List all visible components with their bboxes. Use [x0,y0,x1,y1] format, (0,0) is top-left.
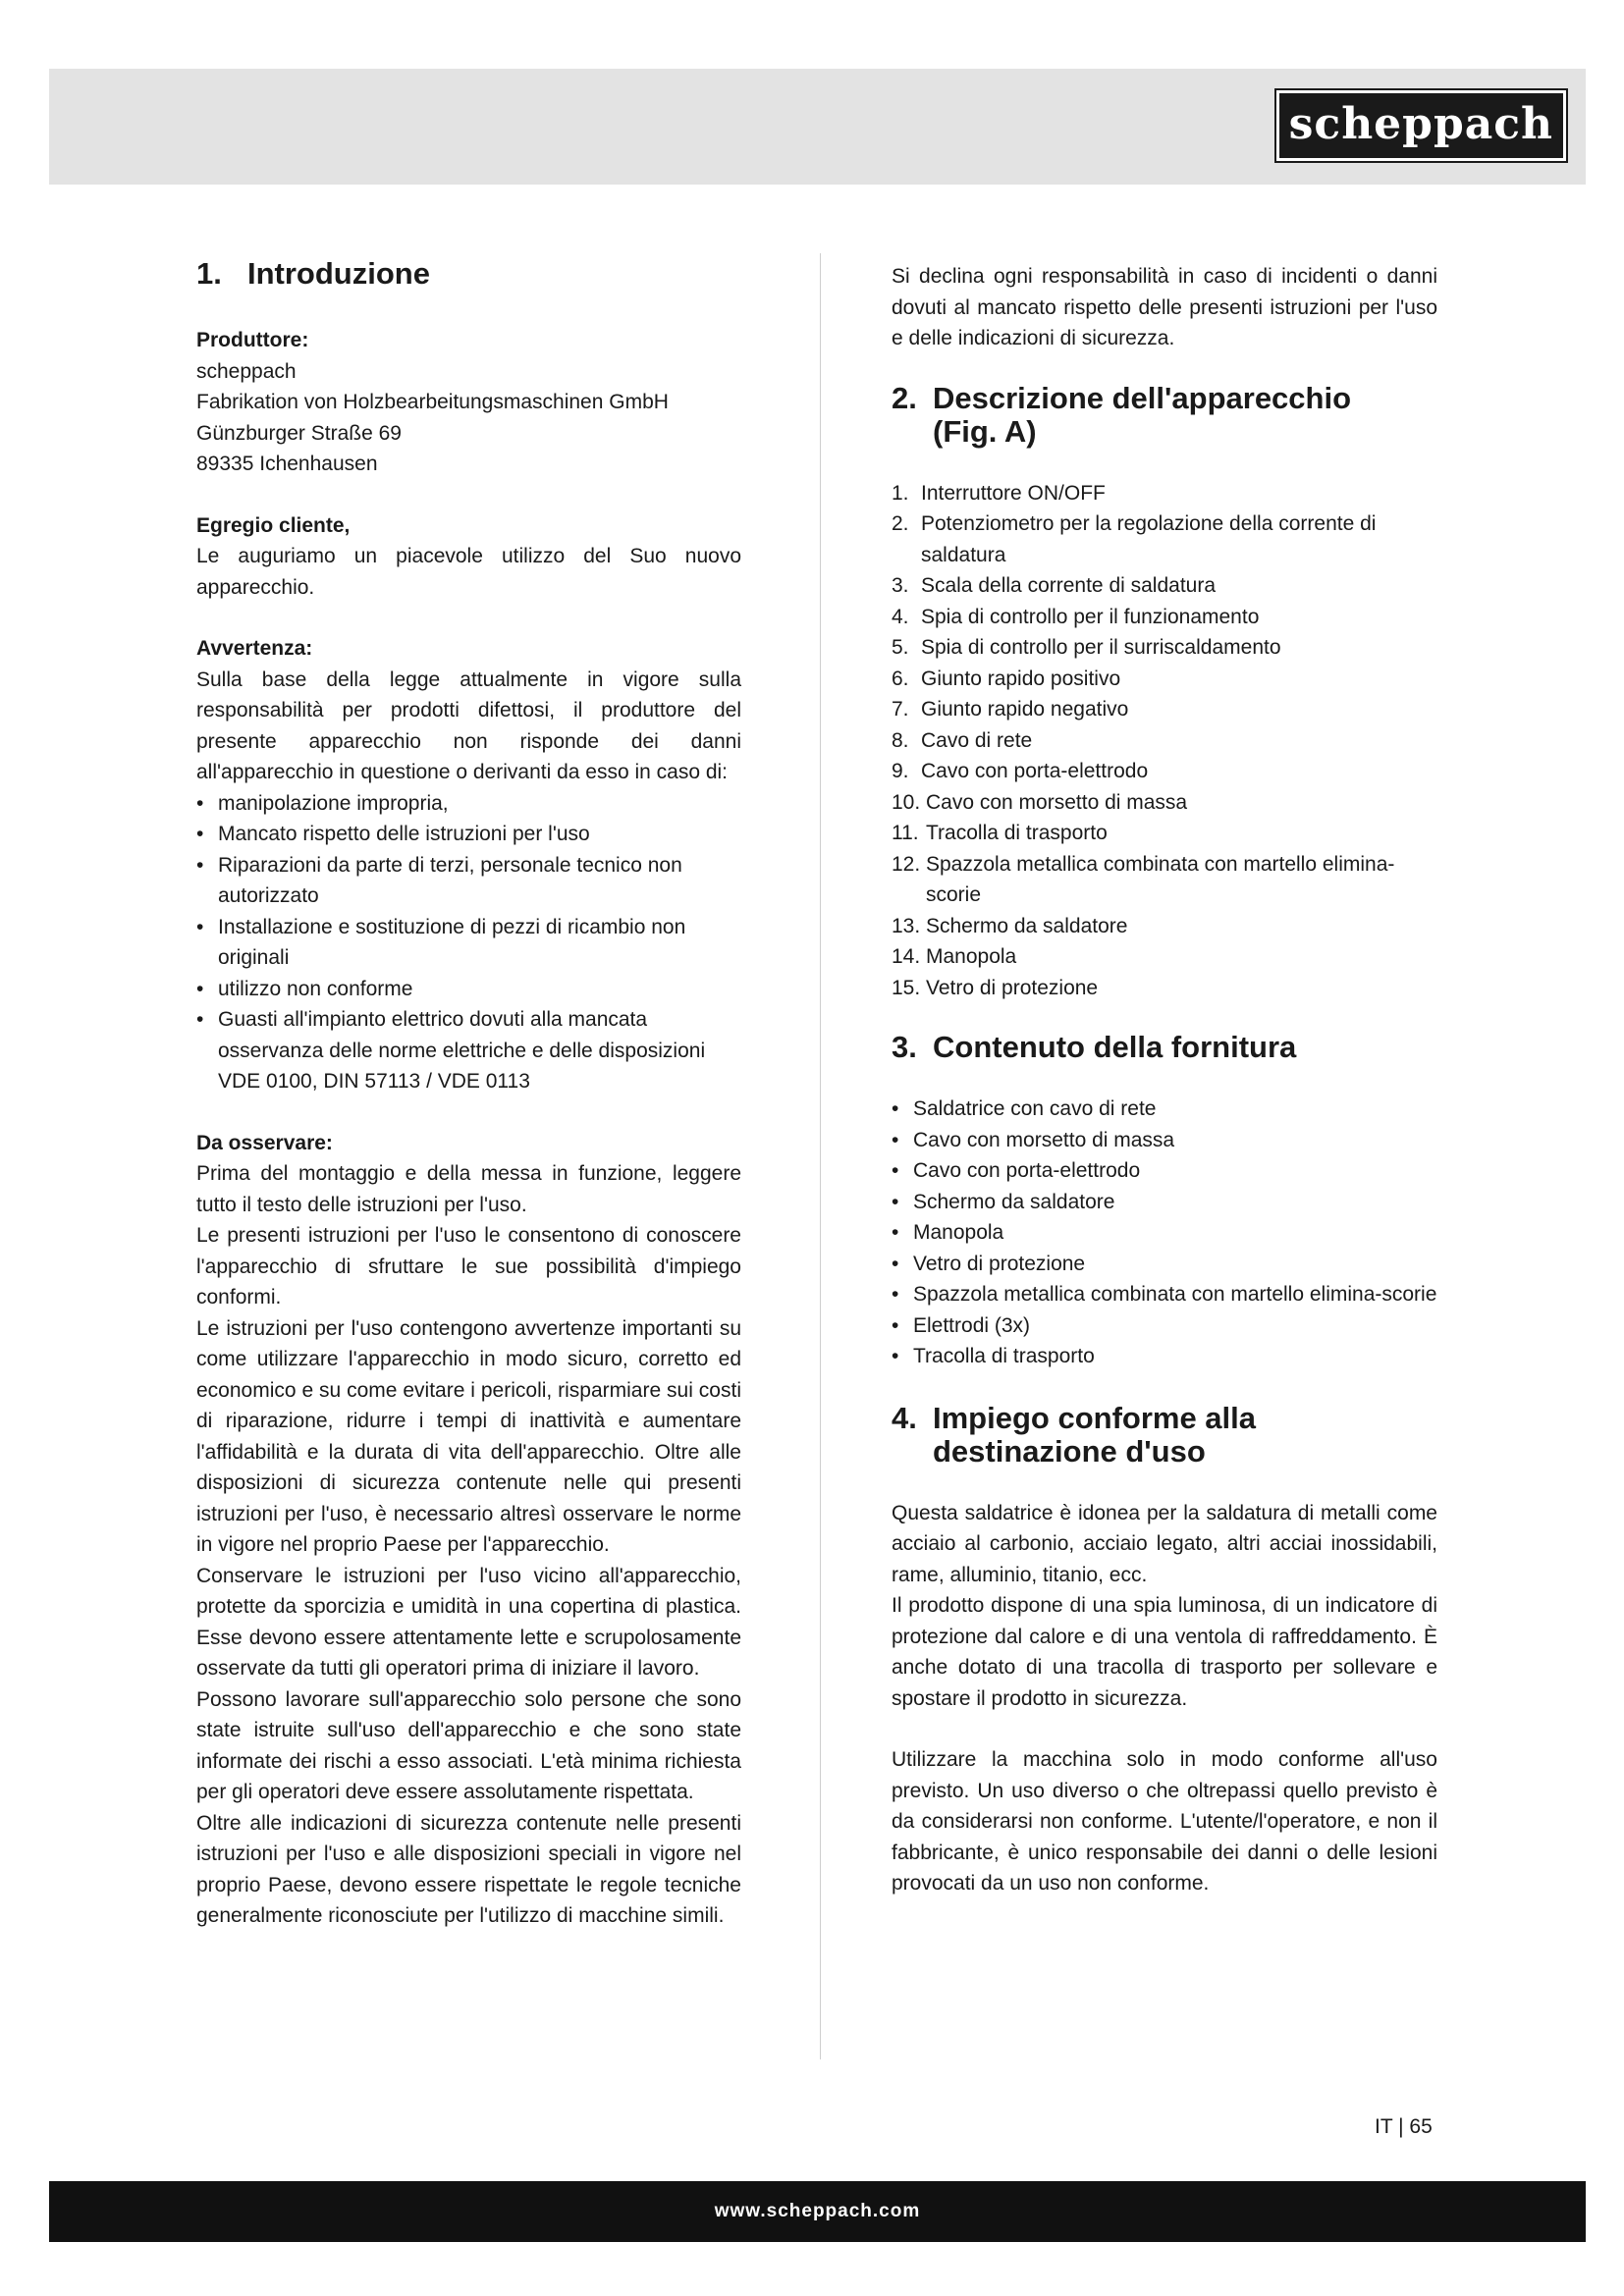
section-title-line: Impiego conforme alla [933,1400,1257,1435]
list-item: • Elettrodi (3x) [892,1310,1437,1342]
list-item [892,818,1437,849]
list-item: • Cavo con porta-elettrodo [892,1155,1437,1187]
list-item [892,787,1437,819]
item-text: Spia di controllo per il funzionamento [921,605,1260,628]
item-number: 12. [892,852,921,876]
item-text: Interruttore ON/OFF [921,481,1106,505]
right-column [892,261,1437,1899]
list-item [892,756,1437,787]
warning-heading: Avvertenza: [196,637,313,660]
list-item [892,941,1437,973]
observe-paragraph: Conservare le istruzioni per l'uso vicino all'apparecchio, protette da sporcizia e umidità in una copertina di plastica. Esse devono essere attentamente lette e scrupolosamente osservate da tutti gli operatori prima di iniziare il lavoro. [196,1564,741,1680]
customer-text: Le auguriamo un piacevole utilizzo del Suo nuovo apparecchio. [196,545,741,599]
list-item: • Guasti all'impianto elettrico dovuti alla mancata osservanza delle norme elettriche e delle disposizioni VDE 0100, DIN 57113 / VDE 0113 [196,1004,741,1097]
item-number: 14. [892,945,921,968]
item-number: 2. [892,512,909,535]
section-title-line: destinazione d'uso [933,1433,1206,1468]
observe-paragraph: Le istruzioni per l'uso contengono avvertenze importanti su come utilizzare l'apparecchio in modo sicuro, corretto ed economico e su come evitare i pericoli, risparmiare sui costi di riparazione, ridurre i tempi di inattività e aumentare l'affidabilità e la durata di vita dell'apparecchio. Oltre alle disposizioni di sicurezza contenute nelle qui presenti istruzioni per l'uso, è necessario altresì osservare le norme in vigore nel proprio Paese per l'apparecchio. [196,1316,741,1556]
list-item [892,570,1437,602]
item-number: 5. [892,636,909,659]
section-3-heading [892,1031,1437,1064]
item-text: Potenziometro per la regolazione della corrente di saldatura [921,512,1377,566]
item-number: 6. [892,667,909,690]
section-number: 4. [892,1400,917,1435]
observe-paragraph: Oltre alle indicazioni di sicurezza contenute nelle presenti istruzioni per l'uso e alle disposizioni speciali in vigore nel proprio Paese, devono essere rispettate le regole tecniche generalmente riconosciute per l'utilizzo di macchine simili. [196,1811,741,1927]
delivery-list [892,1094,1437,1372]
section-title: Introduzione [247,256,430,291]
list-item [892,694,1437,725]
list-item [892,508,1437,570]
list-item: • Saldatrice con cavo di rete [892,1094,1437,1125]
manufacturer-line: 89335 Ichenhausen [196,453,378,475]
section-title-line: Descrizione dell'apparecchio [933,380,1352,415]
item-number: 10. [892,790,921,814]
section-number: 1. [196,256,222,291]
list-item [892,911,1437,942]
item-number: 9. [892,760,909,782]
footer-band [49,2181,1586,2242]
list-item [892,973,1437,1004]
item-text: Cavo di rete [921,728,1033,752]
item-number: 3. [892,574,909,597]
list-item: • Riparazioni da parte di terzi, personale tecnico non autorizzato [196,850,741,912]
list-item [892,478,1437,509]
list-item: • Cavo con morsetto di massa [892,1125,1437,1156]
section-title-line: (Fig. A) [933,413,1037,449]
usage-paragraph: Il prodotto dispone di una spia luminosa, di un indicatore di protezione dal calore e di una ventola di raffreddamento. È anche dotato di una tracolla di trasporto per sollevare e spostare il prodotto in sicurezza. [892,1594,1437,1710]
list-item: • manipolazione impropria, [196,788,741,820]
section-title: Contenuto della fornitura [933,1030,1297,1064]
item-text: Scala della corrente di saldatura [921,574,1217,597]
disclaimer-text: Si declina ogni responsabilità in caso di incidenti o danni dovuti al mancato rispetto delle presenti istruzioni per l'uso e delle indicazioni di sicurezza. [892,265,1437,349]
item-text: Manopola [926,945,1017,968]
column-divider [820,253,821,2059]
observe-paragraph: Possono lavorare sull'apparecchio solo persone che sono state istruite sull'uso dell'apparecchio e che sono state informate dei rischi a esso associati. L'età minima richiesta per gli operatori deve essere assolutamente rispettata. [196,1687,741,1803]
item-text: Cavo con morsetto di massa [926,790,1188,814]
item-number: 7. [892,698,909,721]
left-column [196,257,741,1932]
list-item [892,602,1437,633]
header-band [49,69,1586,185]
list-item [892,632,1437,664]
component-list [892,478,1437,1004]
warning-text: Sulla base della legge attualmente in vigore sulla responsabilità per prodotti difettosi, il produttore del presente apparecchio non risponde dei danni all'apparecchio in questione o derivanti da esso in caso di: [196,667,741,783]
item-text: Cavo con porta-elettrodo [921,760,1149,782]
list-item [892,664,1437,695]
section-2-heading [892,382,1437,449]
item-text: Schermo da saldatore [926,914,1128,937]
item-number: 15. [892,976,921,999]
usage-paragraph: Questa saldatrice è idonea per la saldatura di metalli come acciaio al carbonio, acciaio legato, altri acciai inossidabili, rame, alluminio, titanio, ecc. [892,1501,1437,1586]
manufacturer-line: Günzburger Straße 69 [196,421,402,445]
list-item: • Tracolla di trasporto [892,1341,1437,1372]
observe-heading: Da osservare: [196,1131,333,1154]
item-text: Spazzola metallica combinata con martello elimina-scorie [926,852,1395,906]
section-title [933,382,1437,449]
footer-url: www.scheppach.com [714,2201,921,2221]
item-text: Giunto rapido negativo [921,698,1129,721]
list-item: • Mancato rispetto delle istruzioni per l'uso [196,819,741,850]
section-number: 3. [892,1030,917,1064]
item-text: Tracolla di trasporto [926,822,1108,844]
list-item: • Manopola [892,1217,1437,1249]
list-item: • Vetro di protezione [892,1249,1437,1280]
observe-paragraph: Le presenti istruzioni per l'uso le consentono di conoscere l'apparecchio di sfruttare le sue possibilità d'impiego conformi. [196,1224,741,1308]
item-number: 8. [892,728,909,752]
item-text: Spia di controllo per il surriscaldamento [921,636,1281,659]
item-text: Vetro di protezione [926,976,1099,999]
warning-list [196,788,741,1097]
manufacturer-heading: Produttore: [196,329,309,351]
customer-heading: Egregio cliente, [196,513,351,537]
manufacturer-line: Fabrikation von Holzbearbeitungsmaschinen GmbH [196,391,669,413]
manufacturer-line: scheppach [196,359,297,383]
section-1-heading [196,257,741,291]
list-item [892,725,1437,757]
list-item: • Spazzola metallica combinata con martello elimina-scorie [892,1279,1437,1310]
item-text: Giunto rapido positivo [921,667,1121,690]
observe-paragraph: Prima del montaggio e della messa in funzione, leggere tutto il testo delle istruzioni per l'uso. [196,1162,741,1216]
list-item [892,849,1437,911]
item-number: 13. [892,914,921,937]
list-item: • utilizzo non conforme [196,974,741,1005]
page-number: IT | 65 [1375,2115,1433,2138]
section-number: 2. [892,380,917,415]
item-number: 4. [892,605,909,628]
scheppach-logo: scheppach [1276,90,1566,161]
item-number: 1. [892,481,909,505]
section-title [933,1402,1437,1468]
section-4-heading [892,1402,1437,1468]
list-item: • Schermo da saldatore [892,1187,1437,1218]
usage-paragraph: Utilizzare la macchina solo in modo conforme all'uso previsto. Un uso diverso o che oltrepassi quello previsto è da considerarsi non conforme. L'utente/l'operatore, e non il fabbricante, è unico responsabile dei danni o delle lesioni provocati da un uso non conforme. [892,1748,1437,1895]
item-number: 11. [892,822,919,844]
list-item: • Installazione e sostituzione di pezzi di ricambio non originali [196,912,741,974]
